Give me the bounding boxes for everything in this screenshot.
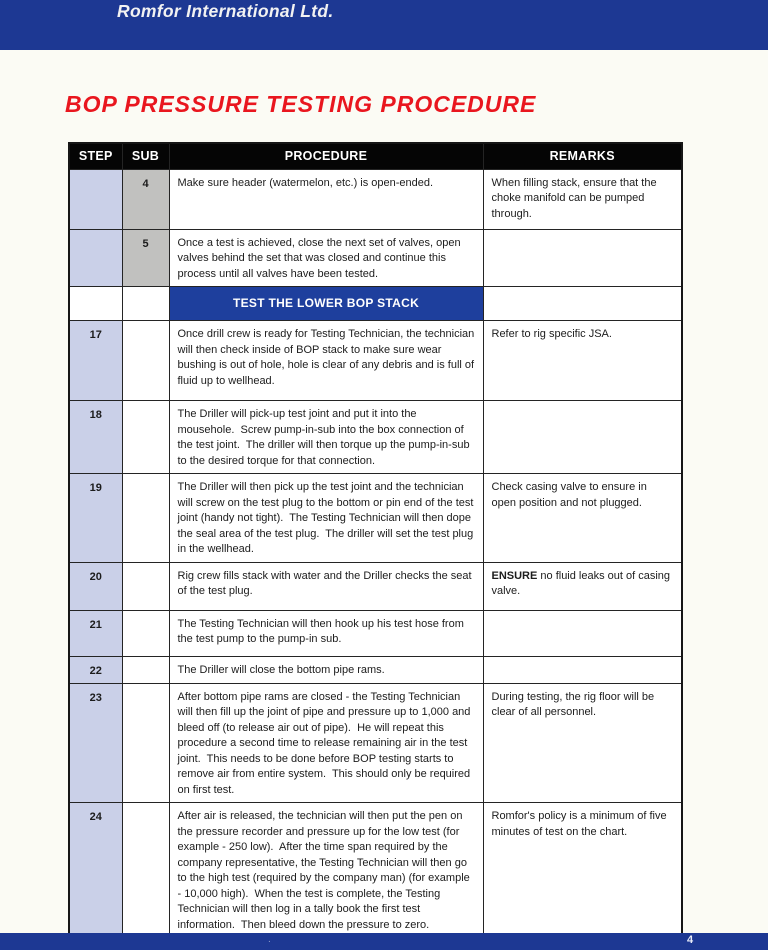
procedure-cell: After air is released, the technician will then put the pen on the pressure recorder and pressure up for the low test (for example - 250 low). After the time span required by the company representative, the Testing Technician will then go to the high test (required by the company man) (for example - 10,000 high). When the test is complete, the Testing Technician will then log in a tally book the first test information. Then bleed down the pressure to zero. (169, 803, 483, 939)
step-cell: 24 (69, 803, 122, 939)
table-row (69, 321, 682, 401)
remarks-cell: ENSURE no fluid leaks out of casing valve. (483, 562, 682, 610)
table-row (69, 474, 682, 563)
remarks-cell (483, 610, 682, 656)
procedure-cell: Once drill crew is ready for Testing Technician, the technician will then check inside of BOP stack to make sure wear bushing is out of hole, hole is clear of any debris and is full of fluid up to wellhead. (169, 321, 483, 401)
table-head (69, 143, 682, 169)
section-banner: TEST THE LOWER BOP STACK (169, 287, 483, 321)
remarks-cell: Romfor's policy is a minimum of five minutes of test on the chart. (483, 803, 682, 939)
footer-band (0, 933, 768, 950)
sub-cell (122, 656, 169, 683)
step-cell: 18 (69, 401, 122, 474)
procedure-cell: The Driller will close the bottom pipe rams. (169, 656, 483, 683)
procedure-table (68, 142, 683, 939)
remarks-cell (483, 401, 682, 474)
remarks-cell: When filling stack, ensure that the choke manifold can be pumped through. (483, 169, 682, 229)
sub-cell (122, 287, 169, 321)
remarks-cell (483, 656, 682, 683)
step-cell: 21 (69, 610, 122, 656)
sub-cell (122, 683, 169, 803)
sub-cell (122, 401, 169, 474)
table-row (69, 803, 682, 939)
procedure-cell: The Testing Technician will then hook up his test hose from the test pump to the pump-in sub. (169, 610, 483, 656)
column-header-remarks: REMARKS (483, 143, 682, 169)
table-row (69, 656, 682, 683)
sub-cell (122, 562, 169, 610)
sub-cell: 4 (122, 169, 169, 229)
table-row (69, 169, 682, 229)
column-header-procedure: PROCEDURE (169, 143, 483, 169)
procedure-cell: After bottom pipe rams are closed - the Testing Technician will then fill up the joint of pipe and pressure up to 1,000 and bleed off (to release air out of pipe). He will repeat this procedure a second time to release remaining air in the test joint. This needs to be done before BOP testing starts to remove air from entire system. This should only be required on first test. (169, 683, 483, 803)
procedure-cell: Once a test is achieved, close the next set of valves, open valves behind the set that was closed and continue this process until all valves have been tested. (169, 229, 483, 287)
step-cell (69, 287, 122, 321)
table-row (69, 401, 682, 474)
table-header-row (69, 143, 682, 169)
table-row (69, 683, 682, 803)
remarks-cell: Check casing valve to ensure in open position and not plugged. (483, 474, 682, 563)
sub-cell (122, 803, 169, 939)
procedure-cell: Make sure header (watermelon, etc.) is open-ended. (169, 169, 483, 229)
step-cell: 22 (69, 656, 122, 683)
sub-cell: 5 (122, 229, 169, 287)
procedure-cell: Rig crew fills stack with water and the Driller checks the seat of the test plug. (169, 562, 483, 610)
table-row (69, 610, 682, 656)
page-number: 4 (687, 934, 694, 946)
column-header-step: STEP (69, 143, 122, 169)
column-header-sub: SUB (122, 143, 169, 169)
header-band (0, 0, 768, 50)
table-body (69, 169, 682, 938)
table-row (69, 287, 682, 321)
step-cell (69, 169, 122, 229)
table-row (69, 562, 682, 610)
remarks-bold-text: ENSURE (491, 569, 538, 582)
step-cell: 23 (69, 683, 122, 803)
procedure-cell: The Driller will pick-up test joint and put it into the mousehole. Screw pump-in-sub into the box connection of the test joint. The driller will then torque up the pump-in-sub to the desired torque for that connection. (169, 401, 483, 474)
sub-cell (122, 474, 169, 563)
remarks-cell (483, 229, 682, 287)
remarks-cell: Refer to rig specific JSA. (483, 321, 682, 401)
step-cell: 20 (69, 562, 122, 610)
procedure-cell: The Driller will then pick up the test joint and the technician will screw on the test plug to the bottom or pin end of the test joint (handy not tight). The Testing Technician will then dope the seal area of the test plug. The driller will set the test plug in the wellhead. (169, 474, 483, 563)
step-cell (69, 229, 122, 287)
sub-cell (122, 610, 169, 656)
step-cell: 17 (69, 321, 122, 401)
remarks-cell: During testing, the rig floor will be clear of all personnel. (483, 683, 682, 803)
sub-cell (122, 321, 169, 401)
page-title: BOP PRESSURE TESTING PROCEDURE (65, 91, 537, 117)
footer-center-mark: . (268, 934, 271, 945)
table-row (69, 229, 682, 287)
step-cell: 19 (69, 474, 122, 563)
company-name: Romfor International Ltd. (117, 1, 334, 21)
remarks-cell (483, 287, 682, 321)
